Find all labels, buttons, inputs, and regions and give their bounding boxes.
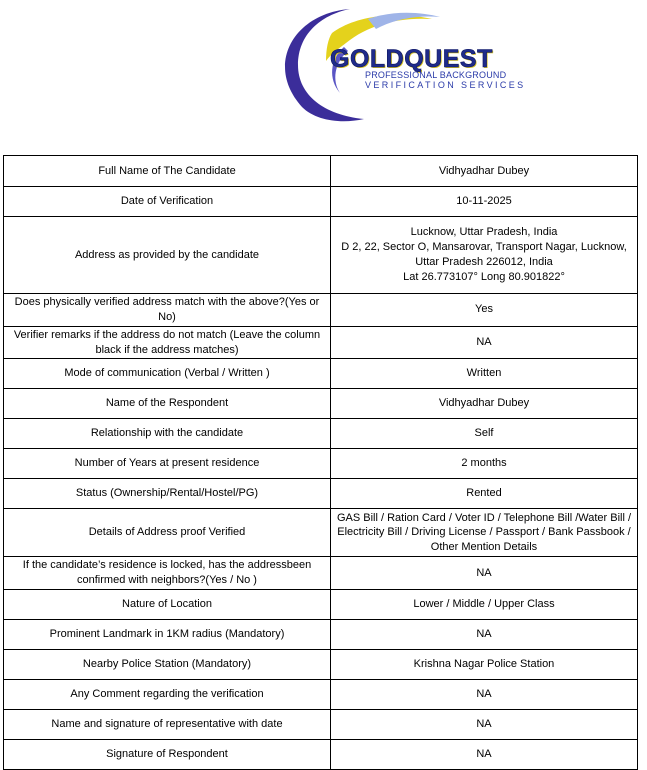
value-line: NA	[476, 748, 492, 761]
field-label: Any Comment regarding the verification	[4, 680, 331, 710]
field-value	[331, 187, 638, 217]
form-rows	[4, 156, 638, 770]
field-label: Date of Verification	[4, 187, 331, 217]
value-line: Krishna Nagar Police Station	[413, 658, 555, 671]
value-line: 2 months	[461, 457, 507, 470]
table-row	[4, 187, 638, 217]
field-value	[331, 359, 638, 389]
table-row	[4, 590, 638, 620]
field-value	[331, 419, 638, 449]
field-value	[331, 294, 638, 327]
value-line: Rented	[466, 487, 502, 500]
table-row	[4, 620, 638, 650]
field-value	[331, 217, 638, 294]
value-line: Lower / Middle / Upper Class	[413, 598, 555, 611]
value-line: Lat 26.773107° Long 80.901822°	[403, 270, 565, 283]
value-line: D 2, 22, Sector O, Mansarovar, Transport Nagar, Lucknow, Uttar Pradesh 226012, India	[341, 241, 627, 268]
field-value	[331, 509, 638, 557]
value-line: NA	[476, 566, 492, 579]
verification-form-table	[3, 155, 638, 770]
field-label: If the candidate’s residence is locked, has the addressbeen confirmed with neighbors?(Yes / No )	[4, 557, 331, 590]
value-line: 10-11-2025	[456, 195, 512, 208]
field-label: Prominent Landmark in 1KM radius (Mandatory)	[4, 620, 331, 650]
value-line: Self	[474, 427, 494, 440]
field-label: Does physically verified address match with the above?(Yes or No)	[4, 294, 331, 327]
field-value	[331, 710, 638, 740]
field-label: Name of the Respondent	[4, 389, 331, 419]
field-label: Verifier remarks if the address do not match (Leave the column black if the address matches)	[4, 326, 331, 359]
table-row	[4, 326, 638, 359]
field-label: Number of Years at present residence	[4, 449, 331, 479]
table-row	[4, 557, 638, 590]
field-value	[331, 590, 638, 620]
field-label: Mode of communication (Verbal / Written )	[4, 359, 331, 389]
table-row	[4, 217, 638, 294]
value-line: GAS Bill / Ration Card / Voter ID / Telephone Bill /Water Bill / Electricity Bill / Driving License / Passport / Bank Passbook / Other Mention Details	[336, 511, 632, 554]
table-row	[4, 294, 638, 327]
field-label: Nature of Location	[4, 590, 331, 620]
value-line: NA	[476, 688, 492, 701]
field-label: Relationship with the candidate	[4, 419, 331, 449]
field-value	[331, 557, 638, 590]
field-label: Signature of Respondent	[4, 740, 331, 770]
table-row	[4, 156, 638, 187]
value-line: Yes	[475, 303, 493, 316]
table-row	[4, 419, 638, 449]
field-value	[331, 620, 638, 650]
table-row	[4, 389, 638, 419]
logo-tagline-line1: PROFESSIONAL BACKGROUND	[365, 70, 507, 80]
field-value	[331, 389, 638, 419]
table-row	[4, 479, 638, 509]
value-line: NA	[476, 336, 492, 349]
field-value	[331, 650, 638, 680]
field-value	[331, 479, 638, 509]
logo-tagline-line2: VERIFICATION SERVICES	[365, 80, 526, 90]
logo-brand-text: GOLDQUEST	[330, 45, 493, 73]
field-label: Name and signature of representative with date	[4, 710, 331, 740]
field-label: Address as provided by the candidate	[4, 217, 331, 294]
value-line: Vidhyadhar Dubey	[438, 397, 530, 410]
field-label: Full Name of The Candidate	[4, 156, 331, 187]
field-value	[331, 326, 638, 359]
table-row	[4, 509, 638, 557]
value-line: NA	[476, 628, 492, 641]
table-row	[4, 449, 638, 479]
table-row	[4, 359, 638, 389]
field-label: Details of Address proof Verified	[4, 509, 331, 557]
table-row	[4, 680, 638, 710]
value-line: Vidhyadhar Dubey	[438, 164, 530, 177]
value-line: Lucknow, Uttar Pradesh, India	[410, 226, 558, 239]
value-line: Written	[466, 367, 502, 380]
field-value	[331, 449, 638, 479]
table-row	[4, 740, 638, 770]
field-value	[331, 740, 638, 770]
field-label: Status (Ownership/Rental/Hostel/PG)	[4, 479, 331, 509]
field-value	[331, 156, 638, 187]
goldquest-logo	[272, 3, 562, 125]
value-line: NA	[476, 718, 492, 731]
table-row	[4, 710, 638, 740]
table-row	[4, 650, 638, 680]
field-label: Nearby Police Station (Mandatory)	[4, 650, 331, 680]
field-value	[331, 680, 638, 710]
